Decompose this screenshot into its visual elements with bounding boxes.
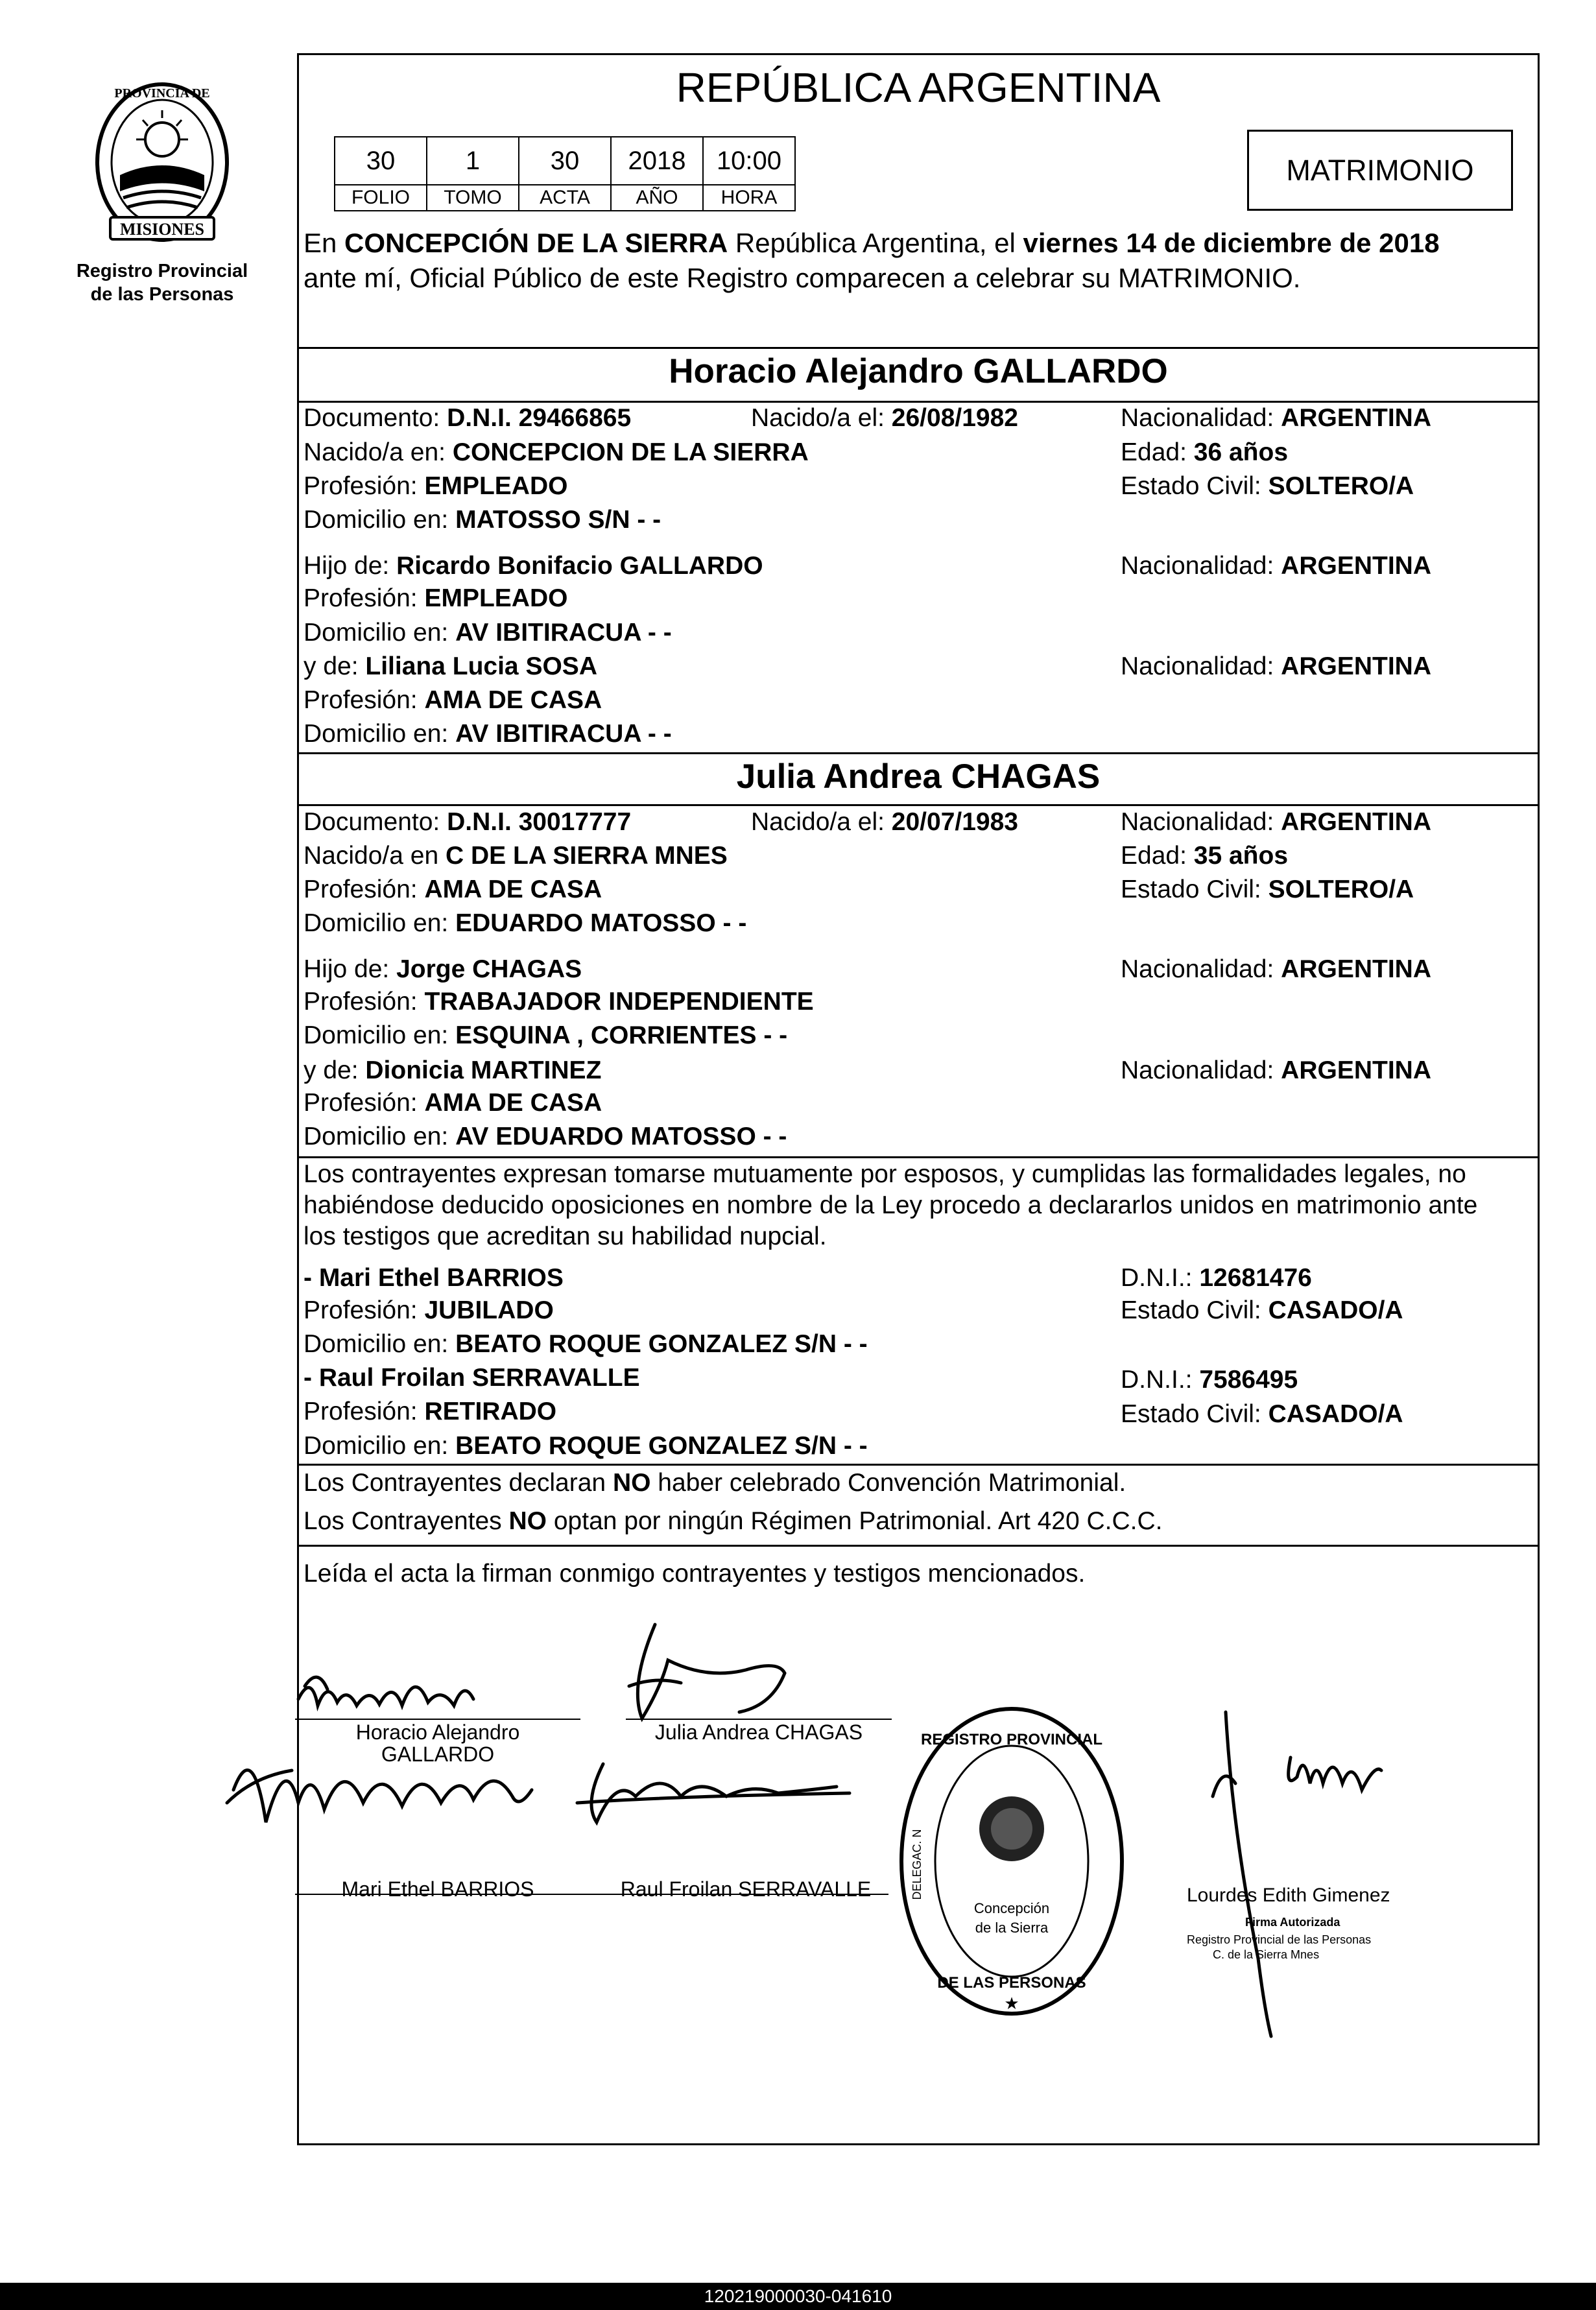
c2-madre-domicilio: Domicilio en: AV EDUARDO MATOSSO - - [304, 1123, 787, 1150]
intro-line2: ante mí, Oficial Público de este Registro comparecen a celebrar su MATRIMONIO. [304, 263, 1301, 293]
acta-type-box: MATRIMONIO [1247, 130, 1513, 211]
hora-value: 10:00 [703, 137, 795, 185]
contrayente2-name: Julia Andrea CHAGAS [736, 757, 1101, 796]
c2-nacionalidad: Nacionalidad: ARGENTINA [1121, 808, 1432, 836]
declaracion-line2: habiéndose deducido oposiciones en nombre de la Ley procedo a declararlos unidos en matrimonio ante [304, 1191, 1478, 1219]
c1-madre: y de: Liliana Lucia SOSA [304, 652, 597, 680]
c2-profesion: Profesión: AMA DE CASA [304, 875, 602, 903]
testigo2-estado: Estado Civil: CASADO/A [1121, 1400, 1403, 1428]
signature-line [626, 1719, 892, 1720]
signature-label-julia: Julia Andrea CHAGAS [654, 1721, 863, 1744]
testigo1-name: - Mari Ethel BARRIOS [304, 1264, 564, 1292]
testigo2-name: - Raul Froilan SERRAVALLE [304, 1364, 640, 1392]
c2-edad: Edad: 35 años [1121, 842, 1289, 870]
signature-label-horacio: Horacio Alejandro GALLARDO [355, 1721, 520, 1766]
svg-text:PROVINCIA DE: PROVINCIA DE [114, 86, 210, 101]
footer-document-code: 120219000030-041610 [0, 2283, 1596, 2310]
registry-caption-line1: Registro Provincial [76, 261, 248, 281]
signature-label-raul: Raul Froilan SERRAVALLE [620, 1877, 872, 1901]
officer-role: Firma Autorizada [1245, 1916, 1340, 1929]
anio-value: 2018 [611, 137, 703, 185]
folio-label: FOLIO [335, 185, 427, 211]
divider [297, 347, 1540, 349]
testigo1-profesion: Profesión: JUBILADO [304, 1296, 554, 1324]
c1-domicilio: Domicilio en: MATOSSO S/N - - [304, 506, 661, 534]
c2-estado-civil: Estado Civil: SOLTERO/A [1121, 875, 1414, 903]
official-stamp-icon [895, 1699, 1128, 2023]
convencion-line2: Los Contrayentes NO optan por ningún Régimen Patrimonial. Art 420 C.C.C. [304, 1507, 1163, 1535]
convencion-line1: Los Contrayentes declaran NO haber celebrado Convención Matrimonial. [304, 1469, 1126, 1497]
cierre-text: Leída el acta la firman conmigo contrayentes y testigos mencionados. [304, 1560, 1086, 1588]
c2-nacido-en: Nacido/a en C DE LA SIERRA MNES [304, 842, 728, 870]
testigo1-dni: D.N.I.: 12681476 [1121, 1264, 1312, 1292]
c1-madre-profesion: Profesión: AMA DE CASA [304, 686, 602, 714]
divider [297, 1464, 1540, 1466]
acta-label: ACTA [519, 185, 611, 211]
misiones-seal-icon [84, 78, 240, 259]
c1-nacido-en: Nacido/a en: CONCEPCION DE LA SIERRA [304, 438, 809, 466]
c1-edad: Edad: 36 años [1121, 438, 1289, 466]
folio-value: 30 [335, 137, 427, 185]
c2-madre-nacionalidad: Nacionalidad: ARGENTINA [1121, 1056, 1432, 1084]
c2-padre-profesion: Profesión: TRABAJADOR INDEPENDIENTE [304, 988, 814, 1016]
c1-madre-nacionalidad: Nacionalidad: ARGENTINA [1121, 652, 1432, 680]
signature-line [295, 1719, 580, 1720]
c2-nacido-el: Nacido/a el: 20/07/1983 [751, 808, 1018, 836]
declaracion-line3: los testigos que acreditan su habilidad nupcial. [304, 1222, 827, 1250]
tomo-label: TOMO [427, 185, 519, 211]
registry-caption-line2: de las Personas [90, 284, 234, 305]
svg-text:de la Sierra: de la Sierra [975, 1920, 1049, 1936]
c2-padre: Hijo de: Jorge CHAGAS [304, 955, 582, 983]
testigo2-dni: D.N.I.: 7586495 [1121, 1366, 1298, 1394]
signature-label-mari: Mari Ethel BARRIOS [341, 1877, 534, 1901]
svg-text:★: ★ [1004, 1994, 1019, 2013]
divider [297, 1545, 1540, 1547]
c2-padre-nacionalidad: Nacionalidad: ARGENTINA [1121, 955, 1432, 983]
c2-padre-domicilio: Domicilio en: ESQUINA , CORRIENTES - - [304, 1021, 788, 1049]
svg-text:DE LAS PERSONAS: DE LAS PERSONAS [937, 1974, 1086, 1992]
c1-padre-profesion: Profesión: EMPLEADO [304, 584, 568, 612]
svg-text:Concepción: Concepción [973, 1900, 1050, 1916]
officer-signature-icon [1187, 1699, 1446, 2049]
hora-label: HORA [703, 185, 795, 211]
c1-nacido-el: Nacido/a el: 26/08/1982 [751, 404, 1018, 432]
c2-madre-profesion: Profesión: AMA DE CASA [304, 1089, 602, 1117]
c1-padre: Hijo de: Ricardo Bonifacio GALLARDO [304, 552, 763, 580]
document-title: REPÚBLICA ARGENTINA [676, 64, 1161, 111]
c1-padre-nacionalidad: Nacionalidad: ARGENTINA [1121, 552, 1432, 580]
svg-text:DELEGAC. N: DELEGAC. N [911, 1829, 923, 1900]
c1-nacionalidad: Nacionalidad: ARGENTINA [1121, 404, 1432, 432]
anio-label: AÑO [611, 185, 703, 211]
svg-text:MISIONES: MISIONES [119, 220, 205, 239]
c1-padre-domicilio: Domicilio en: AV IBITIRACUA - - [304, 619, 672, 647]
c1-estado-civil: Estado Civil: SOLTERO/A [1121, 472, 1414, 500]
testigo2-profesion: Profesión: RETIRADO [304, 1398, 557, 1425]
c1-profesion: Profesión: EMPLEADO [304, 472, 568, 500]
c1-documento: Documento: D.N.I. 29466865 [304, 404, 632, 432]
officer-org1: Registro Provincial de las Personas [1187, 1933, 1372, 1946]
tomo-value: 1 [427, 137, 519, 185]
intro-line1: En CONCEPCIÓN DE LA SIERRA República Argentina, el viernes 14 de diciembre de 2018 [304, 228, 1440, 258]
divider [297, 752, 1540, 754]
testigo1-domicilio: Domicilio en: BEATO ROQUE GONZALEZ S/N - - [304, 1330, 868, 1358]
acta-value: 30 [519, 137, 611, 185]
testigo2-domicilio: Domicilio en: BEATO ROQUE GONZALEZ S/N - - [304, 1432, 868, 1460]
svg-text:REGISTRO PROVINCIAL: REGISTRO PROVINCIAL [920, 1731, 1103, 1748]
contrayente1-name: Horacio Alejandro GALLARDO [669, 352, 1168, 390]
c1-madre-domicilio: Domicilio en: AV IBITIRACUA - - [304, 720, 672, 748]
c2-documento: Documento: D.N.I. 30017777 [304, 808, 632, 836]
registry-seal-logo [65, 78, 259, 311]
officer-name: Lourdes Edith Gimenez [1187, 1885, 1390, 1906]
declaracion-line1: Los contrayentes expresan tomarse mutuamente por esposos, y cumplidas las formalidades legales, no [304, 1160, 1466, 1188]
officer-org2: C. de la Sierra Mnes [1213, 1948, 1320, 1961]
c2-madre: y de: Dionicia MARTINEZ [304, 1056, 602, 1084]
testigo1-estado: Estado Civil: CASADO/A [1121, 1296, 1403, 1324]
c2-domicilio: Domicilio en: EDUARDO MATOSSO - - [304, 909, 747, 937]
folio-table [334, 136, 796, 211]
